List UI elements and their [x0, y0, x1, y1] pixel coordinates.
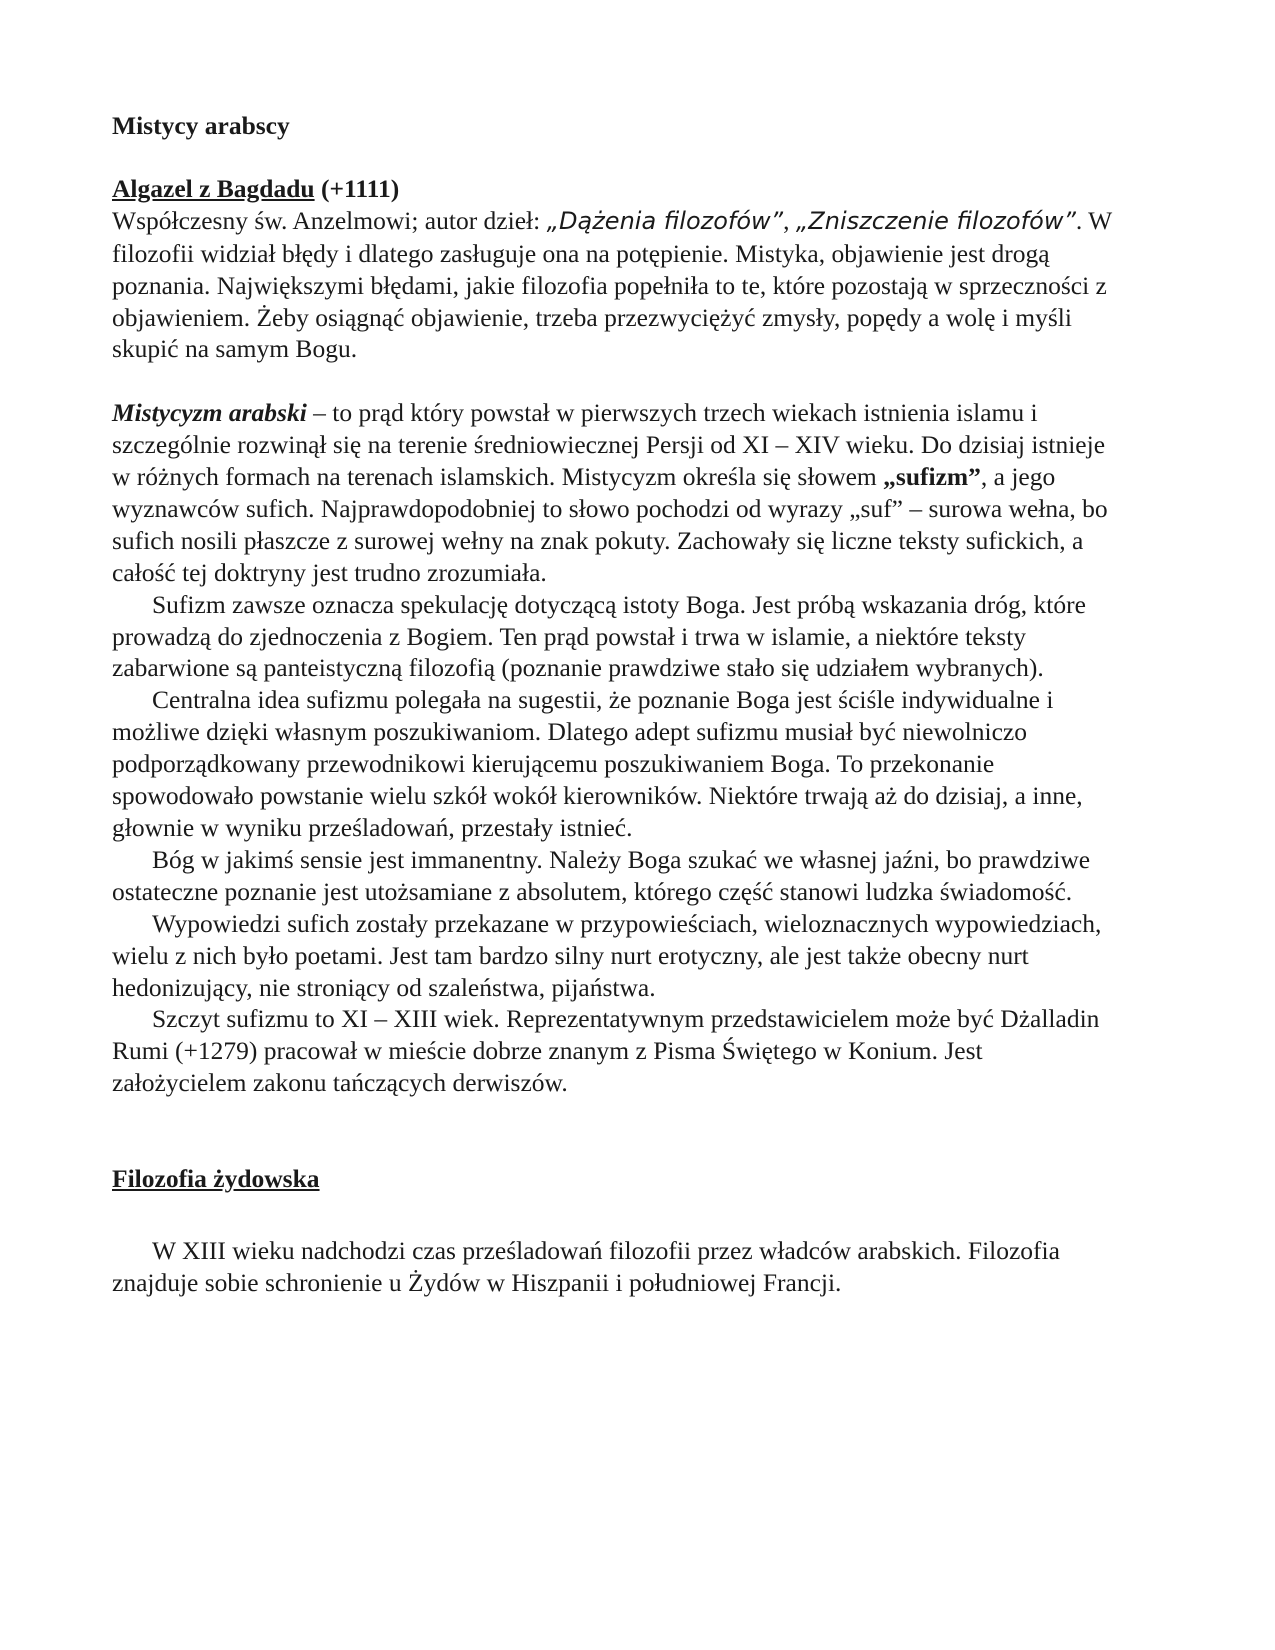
- text: ,: [783, 205, 796, 235]
- paragraph-sufizm-3: Bóg w jakimś sensie jest immanentny. Należy Boga szukać we własnej jaźni, bo prawdziwe ostateczne poznanie jest utożsamiane z absolutem, którego część stanowi ludzka świadomość.: [112, 844, 1091, 906]
- paragraph-mistycyzm: [112, 397, 1112, 588]
- text: . W filozofii widział błędy i dlatego zasługuje ona na potępienie. Mistyka, objawienie jest drogą poznania. Największymi błędami, jakie filozofia popełniła to te, które pozostają w sprzeczności z objawieniem. Żeby osiągnąć objawienie, trzeba przezwyciężyć zmysły, popędy a wolę i myśli skupić na samym Bogu.: [112, 205, 1112, 364]
- paragraph-sufizm-1: Sufizm zawsze oznacza spekulację dotyczącą istoty Boga. Jest próbą wskazania dróg, które prowadzą do zjednoczenia z Bogiem. Ten prąd powstał i trwa w islamie, a niektóre teksty zabarwione są panteistyczną filozofią (poznanie prawdziwe stało się udziałem wybranych).: [112, 589, 1086, 683]
- document-title: Mistycy arabscy: [112, 111, 290, 140]
- text: – to prąd który powstał w pierwszych trzech wiekach istnienia islamu i szczególnie rozwinął się na terenie średniowiecznej Persji od XI – XIV wieku. Do dzisiaj istnieje w różnych formach na terenach islamskich. Mistycyzm określa się słowem: [112, 398, 1106, 492]
- section-heading-filozofia-zydowska: Filozofia żydowska: [112, 1163, 320, 1193]
- work-title-1: „Dążenia filozofów”: [546, 206, 784, 235]
- work-title-2: „Zniszczenie filozofów”: [795, 206, 1076, 235]
- paragraph-sufizm-2: Centralna idea sufizmu polegała na sugestii, że poznanie Boga jest ściśle indywidualne i możliwe dzięki własnym poszukiwaniom. Dlatego adept sufizmu musiał być niewolniczo podporządkowany przewodnikowi kierującemu poszukiwaniem Boga. To przekonanie spowodowało powstanie wielu szkół wokół kierowników. Niektóre trwają aż do dzisiaj, a inne, głownie w wyniku prześladowań, przestały istnieć.: [112, 685, 1083, 843]
- paragraph-sufizm-5: Szczyt sufizmu to XI – XIII wiek. Reprezentatywnym przedstawicielem może być Dżalladin Rumi (+1279) pracował w mieście dobrze znanym z Pisma Świętego w Konium. Jest założycielem zakonu tańczących derwiszów.: [112, 1004, 1100, 1098]
- document-page: [112, 110, 1112, 1299]
- heading-name: Algazel z Bagdadu: [112, 173, 315, 203]
- text: Współczesny św. Anzelmowi; autor dzieł:: [112, 205, 547, 235]
- paragraph-sufizm-4: Wypowiedzi sufich zostały przekazane w przypowieściach, wieloznacznych wypowiedziach, wielu z nich było poetami. Jest tam bardzo silny nurt erotyczny, ale jest także obecny nurt hedonizujący, nie stroniący od szaleństwa, pijaństwa.: [112, 908, 1102, 1002]
- text: , a jego wyznawców sufich. Najprawdopodobniej to słowo pochodzi od wyrazy „suf” – surowa wełna, bo sufich nosili płaszcze z surowej wełny na znak pokuty. Zachowały się liczne teksty sufickich, a całość tej doktryny jest trudno zrozumiała.: [112, 462, 1108, 587]
- section-heading-algazel: [112, 173, 1112, 205]
- term-mistycyzm: Mistycyzm arabski: [112, 398, 307, 428]
- heading-date: (+1111): [314, 173, 400, 203]
- term-sufizm: „sufizm”: [883, 462, 981, 492]
- paragraph-filozofia-zydowska: W XIII wieku nadchodzi czas prześladowań filozofii przez władców arabskich. Filozofia znajduje sobie schronienie u Żydów w Hiszpanii i południowej Francji.: [112, 1235, 1060, 1297]
- paragraph-algazel: [112, 205, 1112, 366]
